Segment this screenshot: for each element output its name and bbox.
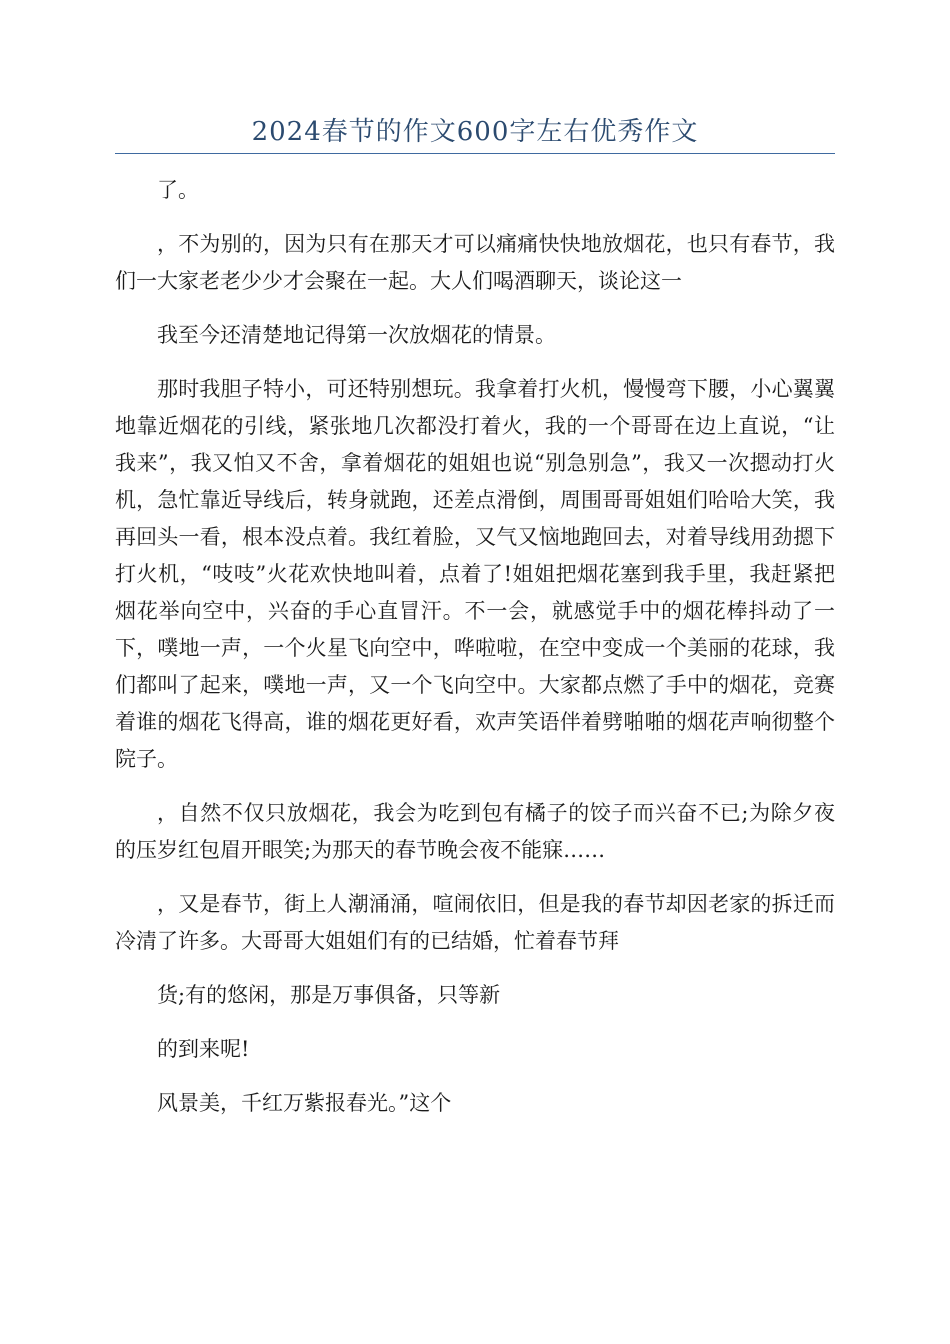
document-title: 2024春节的作文600字左右优秀作文 [251,117,699,147]
paragraph-8: 的到来呢! [157,1037,250,1061]
document-body [115,172,835,1139]
title-underline [115,153,835,154]
paragraph-7: 货;有的悠闲，那是万事俱备，只等新 [157,983,501,1007]
paragraph-4: 那时我胆子特小，可还特别想玩。我拿着打火机，慢慢弯下腰，小心翼翼地靠近烟花的引线，紧张地几次都没打着火，我的一个哥哥在边上直说，“让我来”，我又怕又不舍，拿着烟花的姐姐也说“别急别急”，我又一次摁动打火机，急忙靠近导线后，转身就跑，还差点滑倒，周围哥哥姐姐们哈哈大笑，我再回头一看，根本没点着。我红着脸，又气又恼地跑回去，对着导线用劲摁下打火机，“吱吱”火花欢快地叫着，点着了!姐姐把烟花塞到我手里，我赶紧把烟花举向空中，兴奋的手心直冒汗。不一会，就感觉手中的烟花棒抖动了一下，噗地一声，一个火星飞向空中，哗啦啦，在空中变成一个美丽的花球，我们都叫了起来，噗地一声，又一个飞向空中。大家都点燃了手中的烟花，竞赛着谁的烟花飞得高，谁的烟花更好看，欢声笑语伴着劈啪啪的烟花声响彻整个院子。 [115,377,835,771]
paragraph-6: ，又是春节，街上人潮涌涌，喧闹依旧，但是我的春节却因老家的拆迁而冷清了许多。大哥哥大姐姐们有的已结婚，忙着春节拜 [115,892,835,953]
paragraph-2: ，不为别的，因为只有在那天才可以痛痛快快地放烟花，也只有春节，我们一大家老老少少才会聚在一起。大人们喝酒聊天，谈论这一 [115,232,835,293]
paragraph-9: 风景美，千红万紫报春光。”这个 [157,1091,452,1115]
document-header [115,112,835,152]
paragraph-1: 了。 [157,178,199,202]
paragraph-3: 我至今还清楚地记得第一次放烟花的情景。 [157,323,556,347]
paragraph-5: ，自然不仅只放烟花，我会为吃到包有橘子的饺子而兴奋不已;为除夕夜的压岁红包眉开眼笑;为那天的春节晚会夜不能寐…… [115,801,835,862]
